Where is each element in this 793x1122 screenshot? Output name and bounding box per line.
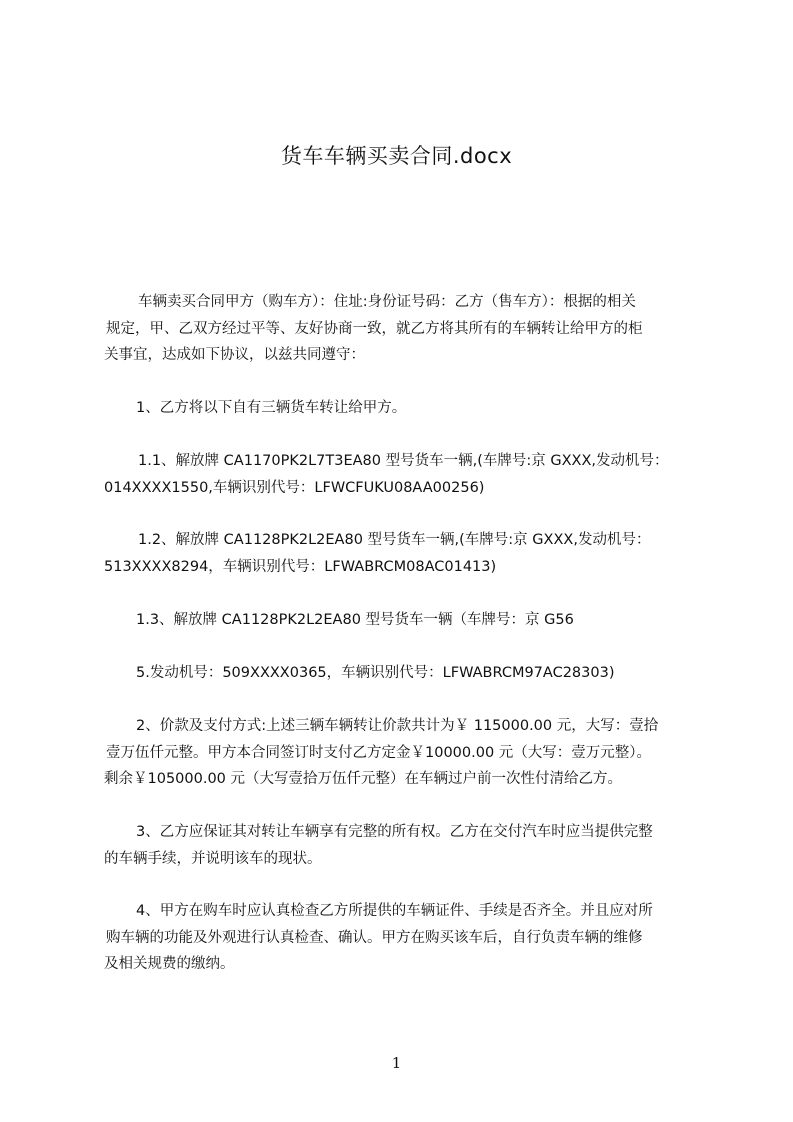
clause-2-paragraph — [104, 713, 704, 793]
paragraph-line: 014XXXX1550,车辆识别代号：LFWCFUKU08AA00256) — [104, 479, 485, 496]
paragraph-line: 车辆卖买合同甲方（购车方）：住址:身份证号码：乙方（售车方）：根据的相关 — [138, 294, 636, 310]
clause-1-2-paragraph — [104, 527, 704, 580]
clause-1-1-paragraph — [104, 448, 704, 501]
paragraph-line: 1.1、解放牌 CA1170PK2L7T3EA80 型号货车一辆,(车牌号:京 GXXX,发动机号： — [138, 453, 669, 469]
paragraph-line: 的车辆手续，并说明该车的现状。 — [104, 850, 322, 867]
page-number: 1 — [391, 1054, 402, 1072]
clause-3-paragraph — [104, 819, 704, 872]
engine-number-paragraph — [104, 660, 704, 687]
preamble-paragraph — [104, 289, 704, 369]
paragraph-line: 2、价款及支付方式:上述三辆车辆转让价款共计为￥ 115000.00 元，大写：壹拾 — [136, 718, 659, 734]
clause-4-paragraph — [104, 898, 704, 978]
paragraph-line: 关事宜，达成如下协议，以兹共同遵守： — [104, 347, 365, 363]
paragraph-line: 购车辆的功能及外观进行认真检查、确认。甲方在购买该车后，自行负责车辆的维修 — [106, 929, 643, 946]
paragraph-line: 壹万伍仟元整。甲方本合同签订时支付乙方定金￥10000.00 元（大写：壹万元整）。 — [106, 744, 652, 761]
document-title: 货车车辆买卖合同.docx — [280, 144, 513, 168]
paragraph-line: 3、乙方应保证其对转让车辆享有完整的所有权。乙方在交付汽车时应当提供完整 — [136, 824, 653, 840]
paragraph-line: 及相关规费的缴纳。 — [104, 956, 235, 972]
paragraph-line: 1、乙方将以下自有三辆货车转让给甲方。 — [136, 400, 407, 416]
clause-1-3-paragraph — [104, 607, 704, 634]
clause-1-paragraph — [104, 395, 704, 422]
paragraph-line: 剩余￥105000.00 元（大写壹拾万伍仟元整）在车辆过户前一次性付清给乙方。 — [104, 771, 623, 787]
paragraph-line: 513XXXX8294，车辆识别代号：LFWABRCM08AC01413) — [104, 558, 497, 575]
paragraph-line: 规定，甲、乙双方经过平等、友好协商一致，就乙方将其所有的车辆转让给甲方的柜 — [106, 320, 643, 337]
paragraph-line: 5.发动机号：509XXXX0365，车辆识别代号：LFWABRCM97AC28303) — [136, 665, 615, 681]
paragraph-line: 4、甲方在购车时应认真检查乙方所提供的车辆证件、手续是否齐全。并且应对所 — [136, 903, 653, 919]
paragraph-line: 1.2、解放牌 CA1128PK2L2EA80 型号货车一辆,(车牌号:京 GXXX,发动机号： — [138, 532, 651, 548]
paragraph-line: 1.3、解放牌 CA1128PK2L2EA80 型号货车一辆（车牌号：京 G56 — [136, 612, 574, 628]
